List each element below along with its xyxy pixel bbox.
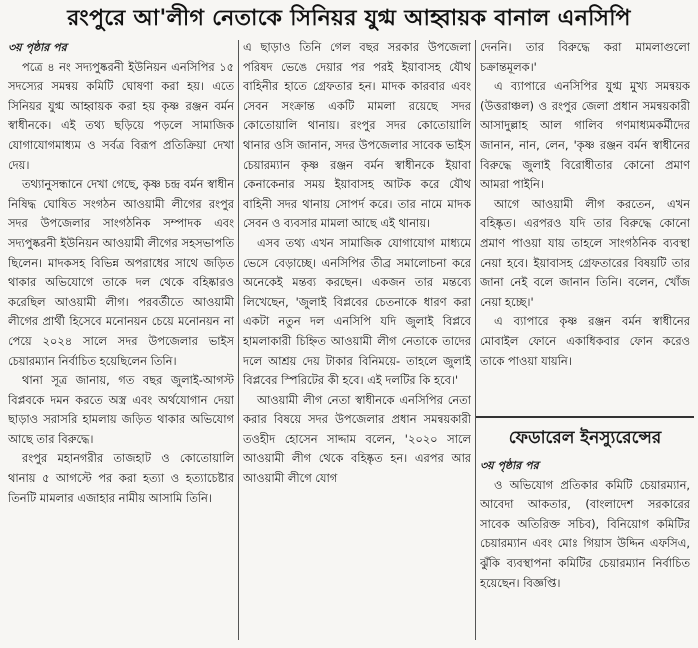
paragraph: রংপুর মহানগরীর তাজহাট ও কোতোয়ালি থানায় ৫ আগস্টে পর করা হত্যা ও হত্যাচেষ্টার তিনটি মামলার এজাহার নামীয় আসামি তিনি।	[8, 451, 234, 505]
article-column-1	[8, 38, 234, 640]
continued-marker: ৩য় পৃষ্ঠার পর	[480, 459, 539, 472]
second-article-headline: ফেডারেল ইনস্যুরেন্সের	[508, 428, 662, 448]
paragraph: এ ব্যাপারে কৃষ্ণ রঞ্জন বর্মন স্বাধীনের মোবাইল ফোনে একাধিকবার ফোন করেও তাকে পাওয়া যায়নি।	[480, 314, 690, 368]
paragraph: আগে আওয়ামী লীগ করতেন, এখন বহিষ্কৃত। এরপরও যদি তার বিরুদ্ধে কোনো প্রমাণ পাওয়া যায় তাহলে সাংগঠনিক ব্যবস্থা নেয়া হবে। ইয়াবাসহ গ্রেফতারের বিষয়টি তার জানা নেই বলে জানান তিনি। বলেন, খোঁজ নেয়া হচ্ছে।'	[480, 196, 690, 309]
paragraph: আওয়ামী লীগ নেতা স্বাধীনকে এনসিপির নেতা করার বিষয়ে সদর উপজেলার প্রধান সমন্বয়কারী তওহীদ হোসেন সাদ্দাম বলেন, '২০২০ সালে আওয়ামী লীগ থেকে বহিষ্কৃত হন। এরপর আর আওয়ামী লীগে যোগ	[243, 392, 471, 486]
paragraph: থানা সূত্র জানায়, গত বছর জুলাই-আগস্ট বিপ্লবকে দমন করতে অস্ত্র এবং অর্থযোগান দেয়া ছাড়াও সরাসরি হামলায় জড়িত থাকার অভিযোগ আছে তার বিরুদ্ধে।	[8, 373, 234, 446]
paragraph: পত্রে ৪ নং সদ্যপুষ্করনী ইউনিয়ন এনসিপির ১৫ সদস্যের সমন্বয় কমিটি ঘোষণা করা হয়। এতে সিনিয়র যুগ্ম আহ্বায়ক করা হয় কৃষ্ণ রঞ্জন বর্মন স্বাধীনকে। এই তথ্য ছড়িয়ে পড়লে সামাজিক যোগাযোগমাধ্যম ও সর্বত্র বিরূপ প্রতিক্রিয়া দেখা দেয়।	[8, 59, 234, 172]
paragraph: এ ছাড়াও তিনি গেল বছর সরকার উপজেলা পরিষদ ভেঙে দেয়ার পর পরই ইয়াবাসহ যৌথ বাহিনীর হাতে গ্রেফতার হন। মাদক কারবার এবং সেবন সংক্রান্ত একটি মামলা রয়েছে সদর কোতোয়ালি থানায়। রংপুর সদর কোতোয়ালি থানার ওসি জানান, সদর উপজেলার সাবেক ভাইস চেয়ারম্যান কৃষ্ণ রঞ্জন বর্মন স্বাধীনকে ইয়াবা কেনাকেনার সময় ইয়াবাসহ আটক করে যৌথ বাহিনী সদর থানায় সোপর্দ করে। তার নামে মাদক সেবন ও ব্যবসার মামলা আছে এই থানায়।	[243, 40, 471, 231]
continued-marker: ৩য় পৃষ্ঠার পর	[8, 41, 67, 54]
second-article-body	[480, 456, 690, 636]
article-column-3	[480, 38, 690, 404]
section-divider	[476, 416, 694, 418]
paragraph: এ ব্যাপারে এনসিপির যুগ্ম মুখ্য সমন্বয়ক (উত্তরাঞ্চল) ও রংপুর জেলা প্রধান সমন্বয়কারী আসাদুল্লাহ আল গালিব গণমাধ্যমকর্মীদের জানান, নান, লেন, 'কৃষ্ণ রঞ্জন বর্মন স্বাধীনের বিরুদ্ধে জুলাই বিরোধীতার কোনো প্রমাণ আমরা পাইনি।	[480, 79, 690, 192]
paragraph: তথ্যানুসন্ধানে দেখা গেছে, কৃষ্ণ চন্দ্র বর্মন স্বাধীন নিষিদ্ধ ঘোষিত সংগঠন আওয়ামী লীগের রংপুর সদর উপজেলার সাংগঠনিক সম্পাদক এবং সদ্যপুষ্করনী ইউনিয়ন আওয়ামী লীগের সহসভাপতি ছিলেন। মাদকসহ বিভিন্ন অপরাধের সাথে জড়িত থাকার অভিযোগে তাকে দল থেকে বহিষ্কারও করেছিল আওয়ামী লীগ। পরবর্তীতে আওয়ামী লীগের প্রার্থী হিসেবে মনোনয়ন চেয়ে মনোনয়ন না পেয়ে ২০২৪ সালে সদর উপজেলার ভাইস চেয়ারম্যান নির্বাচিত হয়েছিলেন তিনি।	[8, 177, 234, 368]
column-divider	[475, 40, 476, 640]
article-column-2	[243, 38, 471, 640]
article-headline: রংপুরে আ'লীগ নেতাকে সিনিয়র যুগ্ম আহ্বায়ক বানাল এনসিপি	[67, 6, 631, 31]
paragraph: ও অভিযোগ প্রতিকার কমিটি চেয়ারম্যান, আবেদা আকতার, (বাংলাদেশ সরকারের সাবেক অতিরিক্ত সচিব), বিনিয়োগ কমিটির চেয়ারম্যান এবং মোঃ গিয়াস উদ্দিন এফসিএ, ঝুঁকি ব্যবস্থাপনা কমিটির চেয়ারম্যান নির্বাচিত হয়েছেন। বিজ্ঞপ্তি।	[480, 477, 690, 590]
paragraph: এসব তথ্য এখন সামাজিক যোগাযোগ মাধ্যমে ভেসে বেড়াচ্ছে। এনসিপির তীব্র সমালোচনা করে অনেকেই মন্তব্য করছেন। একজন তার মন্তব্যে লিখেছেন, 'জুলাই বিপ্লবের চেতনাকে ধারণ করা একটা নতুন দল এনসিপি যদি জুলাই বিপ্লবে হামলাকারী চিহ্নিত আওয়ামী লীগ নেতাকে তাদের দলে আশ্রয় দেয় টাকার বিনিময়ে- তাহলে জুলাই বিপ্লবের স্পিরিটের কী হবে। এই দলটির কি হবে।'	[243, 235, 471, 388]
paragraph: দেননি। তার বিরুদ্ধে করা মামলাগুলো চক্রান্তমূলক।'	[480, 40, 690, 74]
column-divider	[238, 40, 239, 640]
